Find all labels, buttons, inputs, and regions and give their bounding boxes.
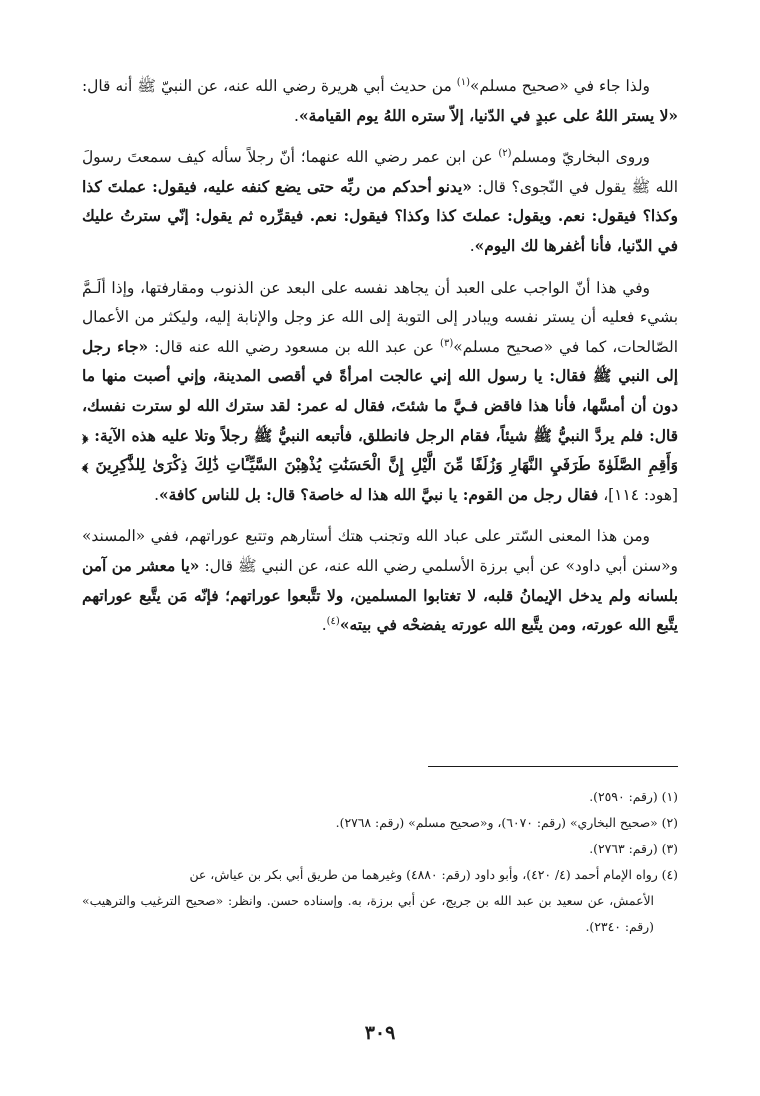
text-run: وفي هذا أنّ الواجب على العبد أن يجاهد نفسه على البعد عن الذنوب ومقارفتها، وإذا ألَـمَّ بشيء فعليه أن يستر نفسه ويبادر إلى التوبة إلى الله عز وجل والإنابة إليه، وليكثر من الأعمال الصّالحات، كما في «صحيح مسلم» (82, 278, 678, 356)
main-text (82, 72, 678, 653)
text-run: . (469, 236, 475, 255)
text-run: ولذا جاء في «صحيح مسلم» (469, 77, 650, 95)
footnote-ref[interactable]: (٤) (326, 615, 340, 627)
paragraph-1 (82, 72, 678, 131)
text-run: . (294, 106, 299, 125)
footnote-ref[interactable]: (٢) (498, 148, 512, 160)
hadith-quote: فقال رجل من القوم: يا نبيَّ الله هذا له خاصة؟ قال: بل للناس كافة» (159, 485, 599, 504)
paragraph-4 (82, 522, 678, 640)
hadith-quote: «لا يستر اللهُ على عبدٍ في الدّنيا، إلاّ ستره اللهُ يوم القيامة» (298, 106, 678, 125)
footnote-ref[interactable]: (٣) (440, 337, 454, 349)
footnote-4-continued: الأعمش، عن سعيد بن عبد الله بن جريج، عن أبي برزة، به. وإسناده حسن. وانظر: «صحيح الترغيب والترهيب» (رقم: ٢٣٤٠). (82, 893, 654, 934)
hadith-quote: «جاء رجل إلى النبي ﷺ فقال: يا رسول الله إني عالجت امرأةً في أقصى المدينة، وإني أصبت منها ما دون أن أمسَّها، فأنا هذا فاقض فـيَّ ما شئتَ، فقال له عمر: لقد سترك الله لو سترت نفسك، قال: فلم يردَّ النبيُّ ﷺ شيئاً، فقام الرجل فانطلق، فأتبعه النبيُّ ﷺ رجلاً وتلا عليه هذه الآية: ﴿ وَأَقِمِ الصَّلَوٰةَ طَرَفَيِ النَّهَارِ وَزُلَفًا مِّنَ الَّيْلِ إِنَّ الْحَسَنَٰتِ يُذْهِبْنَ السَّيِّـَٔاتِ ذَٰلِكَ ذِكْرَىٰ لِلذَّٰكِرِينَ ﴾ (82, 337, 678, 475)
verse-citation: [هود: ١١٤]، (598, 485, 678, 504)
hadith-quote: «يا معشر من آمن بلسانه ولم يدخل الإيمانُ قلبه، لا تغتابوا المسلمين، ولا تتَّبعوا عوراتهم؛ فإنّه مَن يتَّبع عوراتهم يتَّبع الله عورته، ومن يتَّبع الله عورته يفضحْه في بيته» (82, 556, 678, 635)
paragraph-2 (82, 143, 678, 261)
footnote-ref[interactable]: (١) (456, 76, 470, 88)
footnote-divider (428, 766, 678, 767)
text-run: عن عبد الله بن مسعود رضي الله عنه قال: (148, 337, 441, 356)
text-run: وروى البخاريّ ومسلم (511, 148, 650, 167)
footnote-4: (٤) رواه الإمام أحمد (٤/ ٤٢٠)، وأبو داود (رقم: ٤٨٨٠) وغيرهما من طريق أبي بكر بن عياش، عن (189, 867, 678, 882)
text-run: عن ابن عمر رضي الله عنهما؛ أنّ رجلاً سأله كيف سمعتَ رسولَ الله ﷺ يقول في النّجوى؟ قال: (82, 148, 678, 196)
footnote-3: (٣) (رقم: ٢٧٦٣). (589, 841, 678, 856)
footnote-1: (١) (رقم: ٢٥٩٠). (589, 789, 678, 804)
footnotes (82, 784, 678, 940)
hadith-quote: «يدنو أحدكم من ربِّه حتى يضع كنفه عليه، فيقول: عملتَ كذا وكذا؟ فيقول: نعم. ويقول: عملتَ كذا وكذا؟ فيقول: نعم. فيقرِّره ثم يقول: إنّي سترتُ عليك في الدّنيا، فأنا أغفرها لك اليوم» (82, 177, 678, 255)
page-number: ٣٠٩ (364, 1022, 396, 1044)
footnote-2: (٢) «صحيح البخاري» (رقم: ٦٠٧٠)، و«صحيح مسلم» (رقم: ٢٧٦٨). (335, 815, 678, 830)
text-run: ومن هذا المعنى السّتر على عباد الله وتجنب هتك أستارهم وتتبع عوراتهم، ففي «المسند» و«سنن أبي داود» عن أبي برزة الأسلمي رضي الله عنه، عن النبي ﷺ قال: (82, 527, 678, 575)
paragraph-3 (82, 274, 678, 511)
text-run: . (321, 616, 327, 635)
text-run: . (154, 485, 159, 504)
text-run: من حديث أبي هريرة رضي الله عنه، عن النبيّ ﷺ أنه قال: (82, 77, 457, 95)
